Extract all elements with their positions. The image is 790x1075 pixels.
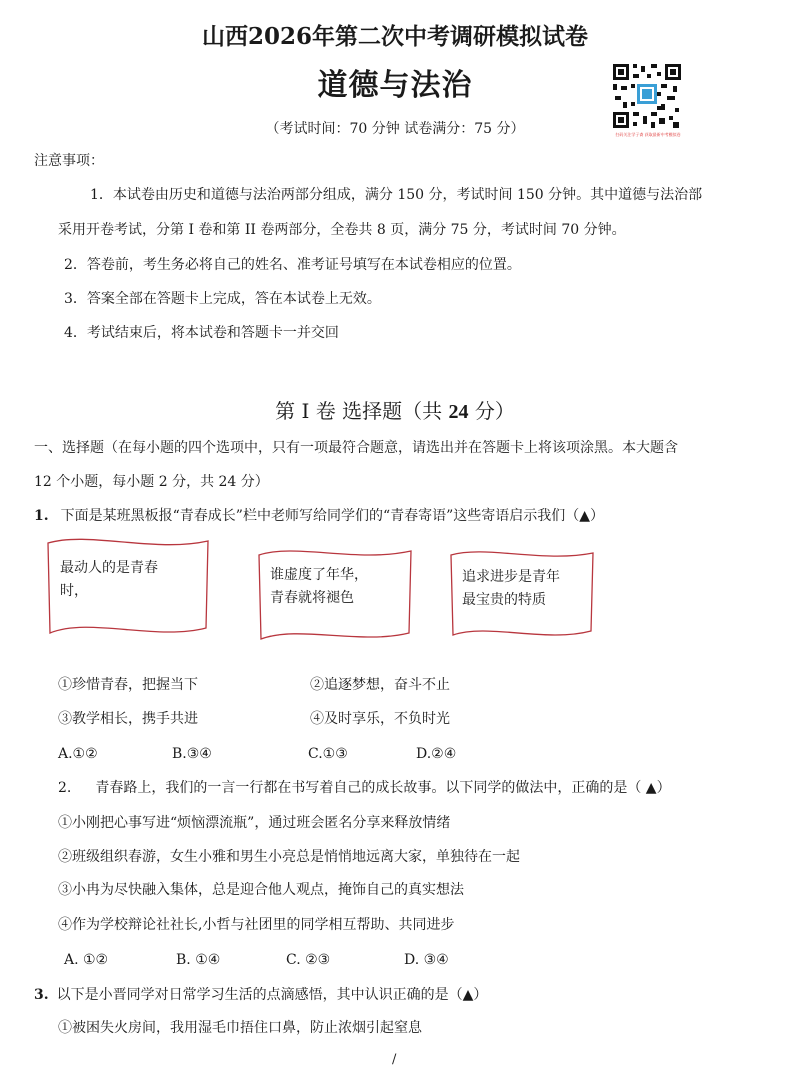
scroll-card-2-line-1: 谁虚度了年华， xyxy=(270,567,368,583)
page-number: / xyxy=(392,1052,397,1067)
notice-item-3: 3．答案全部在答题卡上完成，答在本试卷上无效。 xyxy=(64,291,381,307)
section-points: 24 xyxy=(448,401,469,423)
section-title-suffix: 分） xyxy=(468,399,515,423)
question-3-stem: 以下是小晋同学对日常学习生活的点滴感悟，其中认识正确的是（▲） xyxy=(56,987,488,1003)
q1-choice-b: B.③④ xyxy=(172,746,212,762)
q2-statement-1: ①小刚把心事写进“烦恼漂流瓶”，通过班会匿名分享来释放情绪 xyxy=(58,815,451,831)
question-1-number: 1. xyxy=(34,508,49,524)
instructions-line-2: 12 个小题，每小题 2 分，共 24 分） xyxy=(34,474,269,490)
notice-item-1-line-1: 1．本试卷由历史和道德与法治两部分组成，满分 150 分，考试时间 150 分钟。其中道德与法治部 xyxy=(90,187,703,203)
notice-item-2: 2．答卷前，考生务必将自己的姓名、准考证号填写在本试卷相应的位置。 xyxy=(64,257,521,273)
scroll-card-1-text xyxy=(60,557,190,603)
section-title-prefix: 第 I 卷 选择题（共 xyxy=(275,399,449,423)
scroll-card-2-line-2: 青春就将褪色 xyxy=(270,590,354,606)
q3-statement-1: ①被困失火房间，我用湿毛巾捂住口鼻，防止浓烟引起窒息 xyxy=(58,1020,422,1036)
question-2-number: 2. xyxy=(58,780,72,796)
question-2-stem: 青春路上，我们的一言一行都在书写着自己的成长故事。以下同学的做法中，正确的是（ ▲） xyxy=(95,780,671,796)
question-2 xyxy=(58,778,671,798)
notice-heading: 注意事项： xyxy=(34,153,104,169)
question-1 xyxy=(34,506,604,526)
q2-statement-3: ③小冉为尽快融入集体，总是迎合他人观点，掩饰自己的真实想法 xyxy=(58,882,464,898)
section-heading xyxy=(0,395,790,424)
scroll-card-3-line-2: 最宝贵的特质 xyxy=(462,592,546,608)
scroll-card-3-text xyxy=(462,566,582,612)
q1-choice-a: A.①② xyxy=(58,746,98,762)
q1-statement-2: ②追逐梦想，奋斗不止 xyxy=(310,677,450,693)
q2-choice-a: A. ①② xyxy=(64,952,109,968)
q2-choice-d: D. ③④ xyxy=(404,952,449,968)
q1-statement-3: ③教学相长，携手共进 xyxy=(58,711,198,727)
scroll-card-2-text xyxy=(270,564,400,610)
q2-statement-2: ②班级组织春游，女生小雅和男生小亮总是悄悄地远离大家，单独待在一起 xyxy=(58,849,520,865)
q2-statement-4: ④作为学校辩论社社长,小哲与社团里的同学相互帮助、共同进步 xyxy=(58,917,455,933)
q2-choice-b: B. ①④ xyxy=(176,952,221,968)
scroll-card-1-line-2: 时， xyxy=(60,583,88,599)
exam-info: （考试时间：70 分钟 试卷满分：75 分） xyxy=(265,121,525,137)
notice-item-4: 4．考试结束后，将本试卷和答题卡一并交回 xyxy=(64,325,339,341)
subject-title: 道德与法治 xyxy=(317,68,473,103)
q1-choice-d: D.②④ xyxy=(416,746,457,762)
exam-title: 山西2026年第二次中考调研模拟试卷 xyxy=(201,23,588,50)
q1-statement-4: ④及时享乐，不负时光 xyxy=(310,711,450,727)
scroll-card-1-line-1: 最动人的是青春 xyxy=(60,560,158,576)
q2-choice-c: C. ②③ xyxy=(286,952,331,968)
question-3-number: 3. xyxy=(34,987,49,1003)
question-3 xyxy=(34,985,487,1005)
qr-code xyxy=(611,62,683,130)
qr-caption: 扫码关注学子斋 获取最新中考模拟卷 xyxy=(615,132,681,137)
question-1-stem: 下面是某班黑板报“青春成长”栏中老师写给同学们的“青春寄语”这些寄语启示我们（▲） xyxy=(60,508,605,524)
q1-choice-c: C.①③ xyxy=(308,746,348,762)
scroll-card-3-line-1: 追求进步是青年 xyxy=(462,569,560,585)
notice-item-1-line-2: 采用开卷考试，分第 I 卷和第 II 卷两部分，全卷共 8 页，满分 75 分，考试时间 70 分钟。 xyxy=(58,222,626,238)
instructions-line-1: 一、选择题（在每小题的四个选项中，只有一项最符合题意，请选出并在答题卡上将该项涂黑。本大题含 xyxy=(34,440,678,456)
q1-statement-1: ①珍惜青春，把握当下 xyxy=(58,677,198,693)
